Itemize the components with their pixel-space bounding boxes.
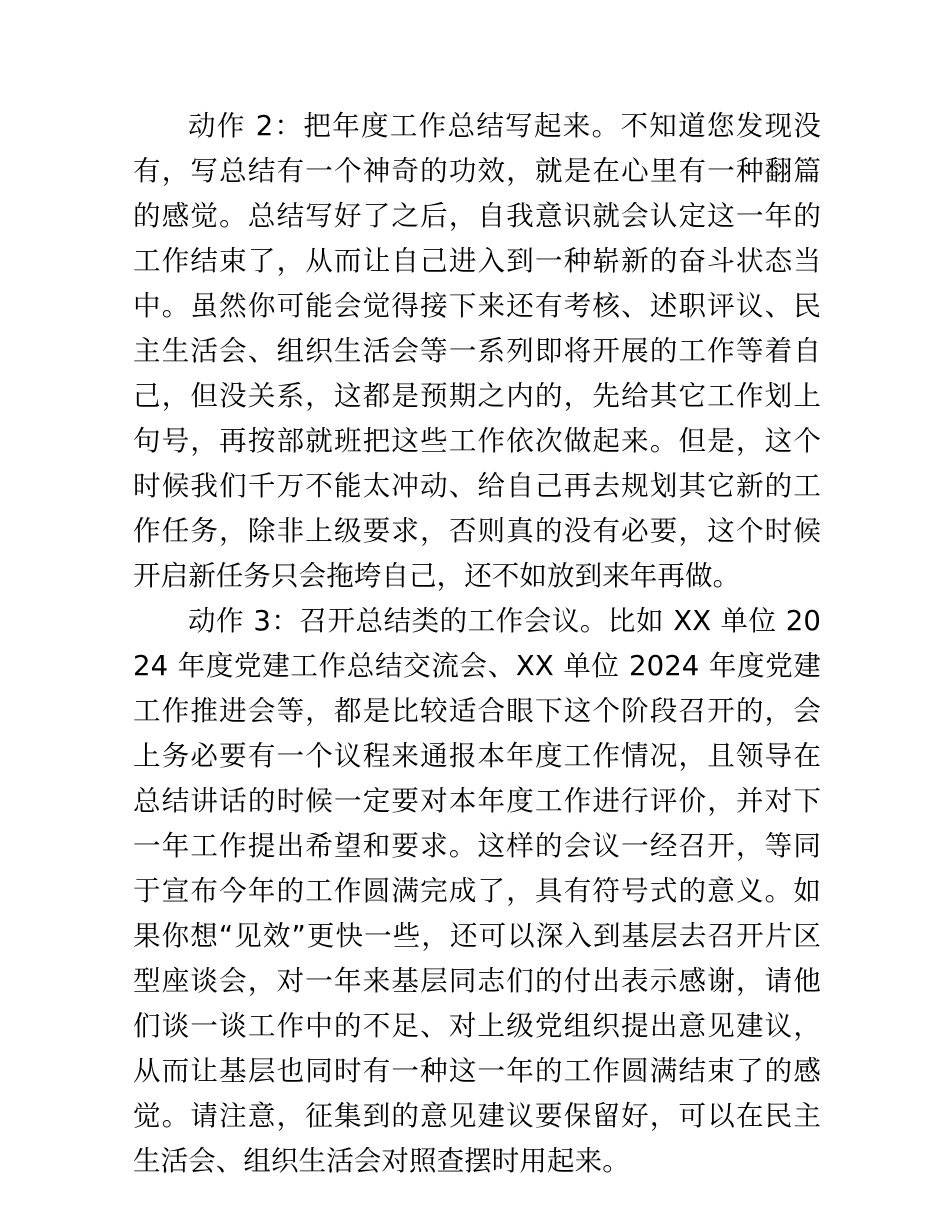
paragraph-action-2: 动作 2：把年度工作总结写起来。不知道您发现没有，写总结有一个神奇的功效，就是在心里有一种翻篇的感觉。总结写好了之后，自我意识就会认定这一年的工作结束了，从而让自己进入到一种崭新的奋斗状态当中。虽然你可能会觉得接下来还有考核、述职评议、民主生活会、组织生活会等一系列即将开展的工作等着自己，但没关系，这都是预期之内的，先给其它工作划上句号，再按部就班把这些工作依次做起来。但是，这个时候我们千万不能太冲动、给自己再去规划其它新的工作任务，除非上级要求，否则真的没有必要，这个时候开启新任务只会拖垮自己，还不如放到来年再做。 (133, 110, 821, 592)
document-body (133, 104, 821, 1184)
paragraph-action-3: 动作 3：召开总结类的工作会议。比如 XX 单位 2024 年度党建工作总结交流会、XX 单位 2024 年度党建工作推进会等，都是比较适合眼下这个阶段召开的，会上务必要有一个议程来通报本年度工作情况，且领导在总结讲话的时候一定要对本年度工作进行评价，并对下一年工作提出希望和要求。这样的会议一经召开，等同于宣布今年的工作圆满完成了，具有符号式的意义。如果你想“见效”更快一些，还可以深入到基层去召开片区型座谈会，对一年来基层同志们的付出表示感谢，请他们谈一谈工作中的不足、对上级党组织提出意见建议，从而让基层也同时有一种这一年的工作圆满结束了的感觉。请注意，征集到的意见建议要保留好，可以在民主生活会、组织生活会对照查摆时用起来。 (133, 605, 821, 1177)
